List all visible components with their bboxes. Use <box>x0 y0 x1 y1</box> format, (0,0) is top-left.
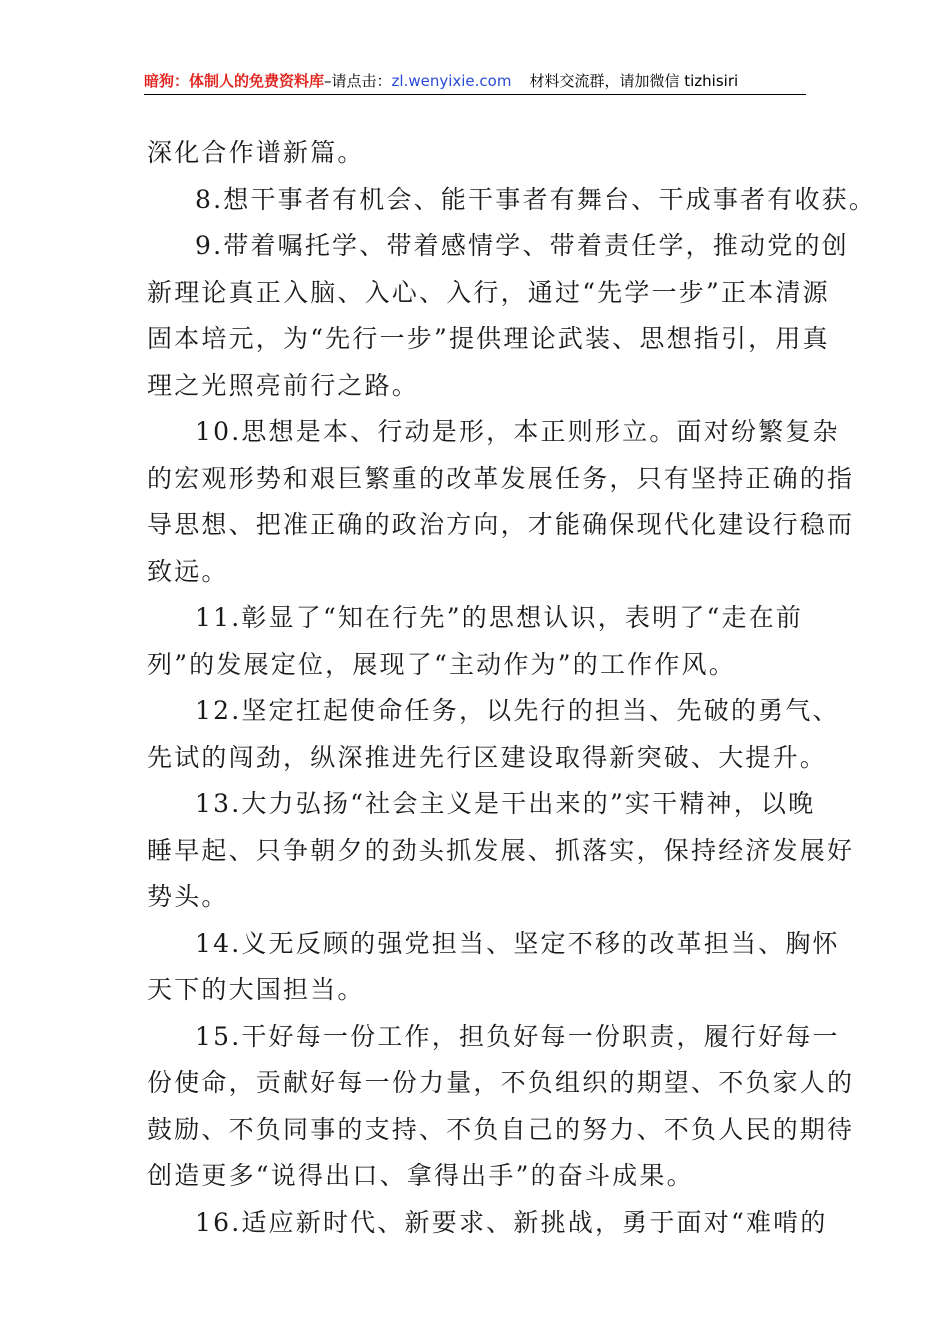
text-line: 固本培元，为“先行一步”提供理论武装、思想指引，用真 <box>147 324 830 353</box>
header-prompt: –请点击： <box>324 72 392 90</box>
text-line: 9.带着嘱托学、带着感情学、带着责任学，推动党的创 <box>195 231 849 260</box>
text-line: 14.义无反顾的强党担当、坚定不移的改革担当、胸怀 <box>195 928 840 958</box>
text-line: 16.适应新时代、新要求、新挑战，勇于面对“难啃的 <box>195 1207 828 1237</box>
text-line: 份使命，贡献好每一份力量，不负组织的期望、不负家人的 <box>147 1068 855 1097</box>
text-line: 13.大力弘扬“社会主义是干出来的”实干精神，以晚 <box>195 789 816 818</box>
text-line: 15.干好每一份工作，担负好每一份职责，履行好每一 <box>195 1021 840 1051</box>
document-body <box>147 130 877 1246</box>
text-line: 11.彰显了“知在行先”的思想认识，表明了“走在前 <box>195 603 804 632</box>
text-line: 新理论真正入脑、入心、入行，通过“先学一步”正本清源 <box>147 277 830 307</box>
header-brand: 暗狗：体制人的免费资料库 <box>144 72 325 90</box>
text-line: 先试的闯劲，纵深推进先行区建设取得新突破、大提升。 <box>147 742 828 772</box>
text-line: 致远。 <box>147 556 229 586</box>
text-line: 理之光照亮前行之路。 <box>147 370 420 400</box>
text-line: 8.想干事者有机会、能干事者有舞台、干成事者有收获。 <box>195 184 877 214</box>
header-wechat-note: 材料交流群，请加微信 tizhisiri <box>529 72 739 90</box>
text-line: 10.思想是本、行动是形，本正则形立。面对纷繁复杂 <box>195 417 840 446</box>
text-line: 列”的发展定位，展现了“主动作为”的工作作风。 <box>147 649 736 679</box>
text-line: 鼓励、不负同事的支持、不负自己的努力、不负人民的期待 <box>147 1114 855 1144</box>
text-line: 创造更多“说得出口、拿得出手”的奋斗成果。 <box>147 1161 694 1190</box>
text-line: 天下的大国担当。 <box>147 975 365 1004</box>
text-line: 导思想、把准正确的政治方向，才能确保现代化建设行稳而 <box>147 510 855 539</box>
text-line: 12.坚定扛起使命任务，以先行的担当、先破的勇气、 <box>195 696 840 725</box>
header-url-link[interactable]: zl.wenyixie.com <box>391 72 512 90</box>
text-line: 睡早起、只争朝夕的劲头抓发展、抓落实，保持经济发展好 <box>147 835 855 865</box>
text-line: 势头。 <box>147 882 229 911</box>
text-line: 的宏观形势和艰巨繁重的改革发展任务，只有坚持正确的指 <box>147 463 855 493</box>
text-line: 深化合作谱新篇。 <box>147 138 365 167</box>
page-header <box>144 68 806 95</box>
